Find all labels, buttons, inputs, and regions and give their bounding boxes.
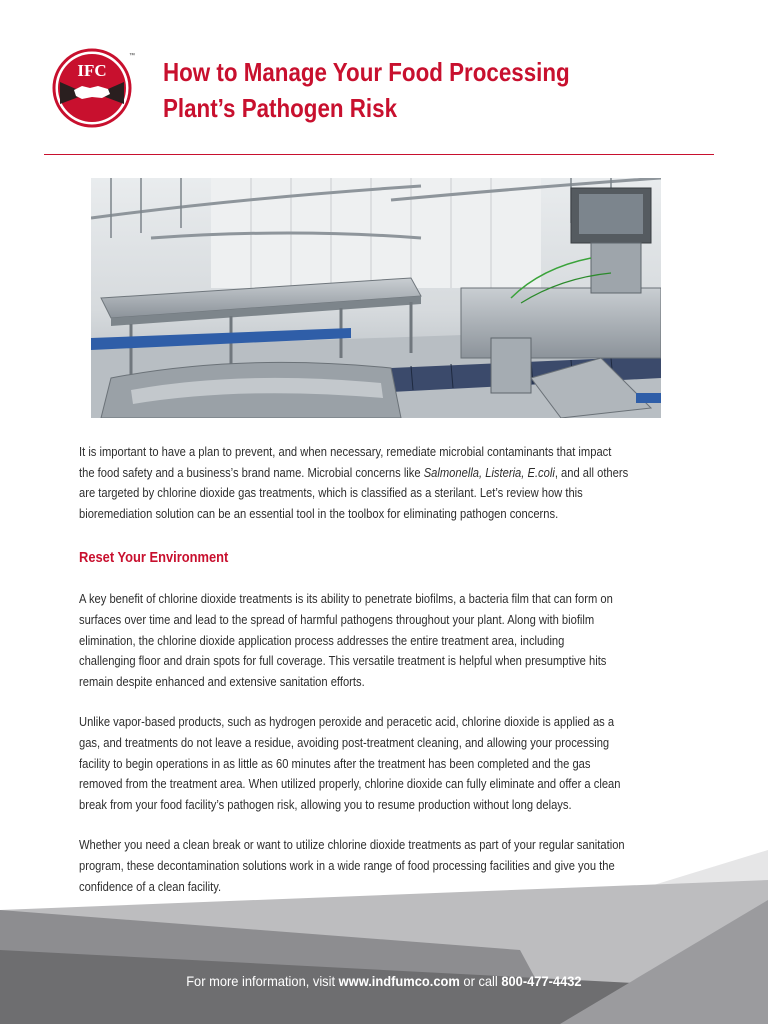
footer-background — [0, 840, 768, 1024]
paragraph-biofilms — [79, 589, 698, 692]
page-header — [0, 0, 768, 160]
para2-line-4: removed from the treatment area. When utilized properly, chlorine dioxide can fully eliminate and offer a clean — [79, 776, 621, 792]
title-line-1: How to Manage Your Food Processing — [163, 57, 570, 87]
para2-line-5: break from your food facility’s pathogen risk, allowing you to resume production without long delays. — [79, 796, 572, 812]
para1-line-1: A key benefit of chlorine dioxide treatments is its ability to penetrate biofilms, a bacteria film that can form on — [79, 591, 613, 607]
para2-line-3: facility to begin operations in as little as 60 minutes after the treatment has been completed and the gas — [79, 755, 591, 771]
para3-line-2: program, these decontamination solutions work in a wide range of food processing facilities and give you the — [79, 857, 615, 873]
website-link[interactable]: www.indfumco.com — [338, 973, 460, 989]
page-footer — [0, 840, 768, 1024]
intro-line-4: bioremediation solution can be an essential tool in the toolbox for eliminating pathogen concerns. — [79, 505, 559, 521]
pathogen-names: Salmonella, Listeria, E.coli — [423, 464, 555, 480]
page-title — [163, 54, 645, 126]
intro-line-2-start: the food safety and a business’s brand name. Microbial concerns like — [79, 464, 424, 480]
article-body — [79, 442, 699, 897]
processing-plant-photo — [91, 178, 661, 418]
intro-paragraph — [79, 442, 698, 524]
para2-line-2: gas, and treatments do not leave a residue, avoiding post-treatment cleaning, and allowing your processing — [79, 734, 610, 750]
title-line-2: Plant’s Pathogen Risk — [163, 93, 398, 123]
para3-line-3: confidence of a clean facility. — [79, 878, 222, 894]
para1-line-5: remain despite enhanced and extensive sanitation efforts. — [79, 673, 365, 689]
para1-line-3: elimination, the chlorine dioxide application process addresses the entire treatment area, including — [79, 632, 565, 648]
ifc-logo — [52, 46, 132, 130]
header-divider — [44, 154, 714, 155]
trademark-symbol: ™ — [129, 53, 135, 59]
intro-line-2-end: , and all others — [554, 464, 629, 480]
footer-middle: or call — [459, 973, 502, 989]
intro-line-1: It is important to have a plan to prevent, and when necessary, remediate microbial contaminants that impact — [79, 444, 612, 459]
paragraph-gas-application — [79, 712, 698, 815]
intro-line-3: are targeted by chlorine dioxide gas treatments, which is classified as a sterilant. Let’s review how this — [79, 485, 583, 501]
para1-line-4: challenging floor and drain spots for full coverage. This versatile treatment is helpful when presumptive hits — [79, 653, 607, 669]
section-heading: Reset Your Environment — [79, 549, 229, 567]
intro-line-2 — [79, 463, 698, 484]
footer-contact — [0, 972, 768, 990]
para1-line-2: surfaces over time and lead to the spread of harmful pathogens throughout your plant. Along with biofilm — [79, 611, 595, 627]
svg-text:IFC: IFC — [77, 61, 107, 80]
para2-line-1: Unlike vapor-based products, such as hydrogen peroxide and peracetic acid, chlorine dioxide is applied as a — [79, 714, 615, 730]
footer-prefix: For more information, visit — [186, 973, 339, 989]
para3-line-1: Whether you need a clean break or want to utilize chlorine dioxide treatments as part of your regular sanitation — [79, 837, 625, 853]
phone-number[interactable]: 800-477-4432 — [501, 973, 582, 989]
